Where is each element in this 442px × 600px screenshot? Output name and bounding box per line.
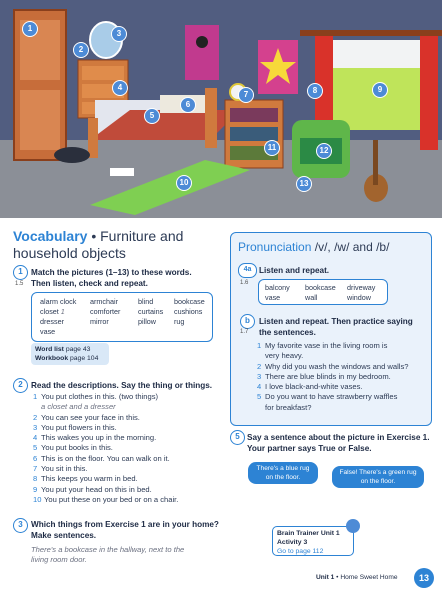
list-item: 7 You sit in this. — [33, 464, 88, 474]
word: rug — [174, 317, 185, 326]
pronunciation-sounds: /v/, /w/ and /b/ — [314, 240, 390, 254]
exercise-4b-number: b — [240, 314, 255, 329]
word: bookcase — [174, 297, 205, 306]
marker-9: 9 — [372, 82, 388, 98]
exercise-4a-instruction: Listen and repeat. — [259, 266, 330, 275]
word: dresser — [40, 317, 64, 326]
list-item: 5 Do you want to have strawberry waffles — [257, 392, 398, 402]
marker-4: 4 — [112, 80, 128, 96]
list-item: 4 This wakes you up in the morning. — [33, 433, 157, 443]
brain-trainer-activity: Activity 3 — [277, 539, 308, 546]
marker-8: 8 — [307, 83, 323, 99]
exercise-4a-track: 1.6 — [240, 280, 249, 286]
word: comforter — [90, 307, 121, 316]
marker-5: 5 — [144, 108, 160, 124]
marker-2: 2 — [73, 42, 89, 58]
word: vase — [40, 327, 56, 336]
word: mirror — [90, 317, 109, 326]
workbook-page: page 104 — [70, 355, 99, 362]
list-item: 6 This is on the floor. You can walk on it. — [33, 453, 170, 463]
list-item: 1 You put clothes in this. (two things) — [33, 392, 159, 401]
word: armchair — [90, 297, 118, 306]
exercise-3-number: 3 — [13, 518, 28, 533]
brain-trainer-box[interactable] — [272, 526, 354, 556]
list-item-continued: for breakfast? — [265, 402, 312, 412]
word-grid — [40, 297, 214, 336]
vocabulary-heading — [13, 228, 183, 244]
word: bookcase — [305, 283, 336, 292]
exercise-1-instruction-1: Match the pictures (1–13) to these words. — [31, 268, 192, 277]
marker-1: 1 — [22, 21, 38, 37]
exercise-2-number: 2 — [13, 378, 28, 393]
example-answer: a closet and a dresser — [41, 402, 116, 412]
pronunciation-word-box — [258, 279, 388, 305]
word: blind — [138, 297, 154, 306]
exercise-1-track: 1.5 — [15, 281, 24, 287]
exercise-2-list — [33, 392, 223, 505]
speech-bubble-1: There's a blue rug on the floor. — [248, 462, 318, 484]
word: driveway — [347, 283, 376, 292]
word-box — [31, 292, 213, 342]
list-item: 2 You can see your face in this. — [33, 412, 140, 422]
marker-11: 11 — [264, 140, 280, 156]
list-item: 5 You put books in this. — [33, 443, 113, 453]
word-list-page: page 43 — [65, 346, 91, 353]
exercise-3-instruction-1: Which things from Exercise 1 are in your home? — [31, 520, 219, 529]
marker-10: 10 — [176, 175, 192, 191]
exercise-3-example-1: There's a bookcase in the hallway, next to the — [31, 545, 185, 554]
exercise-4b-track: 1.7 — [240, 329, 249, 335]
word: vase — [265, 293, 281, 302]
exercise-5-number: 5 — [230, 430, 245, 445]
vocabulary-subtitle-2: household objects — [13, 245, 126, 261]
exercise-5-instruction-1: Say a sentence about the picture in Exercise 1. — [247, 433, 430, 442]
pronunciation-heading — [238, 240, 389, 254]
word: pillow — [138, 317, 156, 326]
exercise-3-example-2: living room door. — [31, 555, 87, 564]
word: balcony — [265, 283, 290, 292]
word: wall — [305, 293, 318, 302]
vocabulary-title: Vocabulary — [13, 228, 88, 244]
speech-bubble-2: False! There's a green rug on the floor. — [332, 466, 424, 488]
word: curtains — [138, 307, 164, 316]
page-number: 13 — [414, 568, 434, 588]
bedroom-scene — [0, 0, 442, 218]
exercise-1-instruction-2: Then listen, check and repeat. — [31, 279, 148, 288]
list-item: 4 I love black-and-white vases. — [257, 382, 363, 392]
list-item: 10 You put these on your bed or on a chair. — [33, 494, 179, 504]
exercise-2-instruction: Read the descriptions. Say the thing or things. — [31, 381, 213, 390]
exercise-4b-instruction-1: Listen and repeat. Then practice saying — [259, 317, 413, 326]
gear-icon — [346, 519, 360, 533]
marker-7: 7 — [238, 87, 254, 103]
word-with-answer: closet 1 — [40, 307, 65, 316]
pronunciation-title: Pronunciation — [238, 240, 312, 254]
brain-trainer-title: Brain Trainer Unit 1 — [277, 530, 340, 537]
word: alarm clock — [40, 297, 77, 306]
list-item: 2 Why did you wash the windows and walls? — [257, 361, 409, 371]
exercise-4a-number: 4a — [238, 263, 257, 278]
reference-box — [31, 343, 109, 365]
list-item: 1 My favorite vase in the living room is — [257, 341, 388, 350]
workbook-label: Workbook — [35, 355, 69, 362]
pronunciation-word-grid — [265, 283, 387, 302]
list-item: 3 You put flowers in this. — [33, 422, 117, 432]
exercise-1-number: 1 — [13, 265, 28, 280]
bedroom-illustration — [0, 0, 442, 218]
brain-trainer-link: Go to page 112 — [277, 548, 324, 555]
word: cushions — [174, 307, 203, 316]
exercise-3-instruction-2: Make sentences. — [31, 531, 97, 540]
marker-6: 6 — [180, 97, 196, 113]
marker-3: 3 — [111, 26, 127, 42]
marker-13: 13 — [296, 176, 312, 192]
marker-12: 12 — [316, 143, 332, 159]
list-item: 9 You put your head on this in bed. — [33, 484, 152, 494]
exercise-5-instruction-2: Your partner says True or False. — [247, 444, 372, 453]
vocabulary-bullet: • — [91, 228, 97, 244]
list-item: 3 There are blue blinds in my bedroom. — [257, 371, 391, 381]
list-item: 8 This keeps you warm in bed. — [33, 474, 138, 484]
exercise-4b-list — [257, 341, 427, 413]
word-list-label: Word list — [35, 346, 64, 353]
exercise-4b-instruction-2: the sentences. — [259, 328, 316, 337]
vocabulary-subtitle-1: Furniture and — [100, 228, 184, 244]
list-item-continued: very heavy. — [265, 351, 304, 361]
footer-unit: Unit 1 • Home Sweet Home — [316, 574, 398, 581]
word: window — [347, 293, 371, 302]
